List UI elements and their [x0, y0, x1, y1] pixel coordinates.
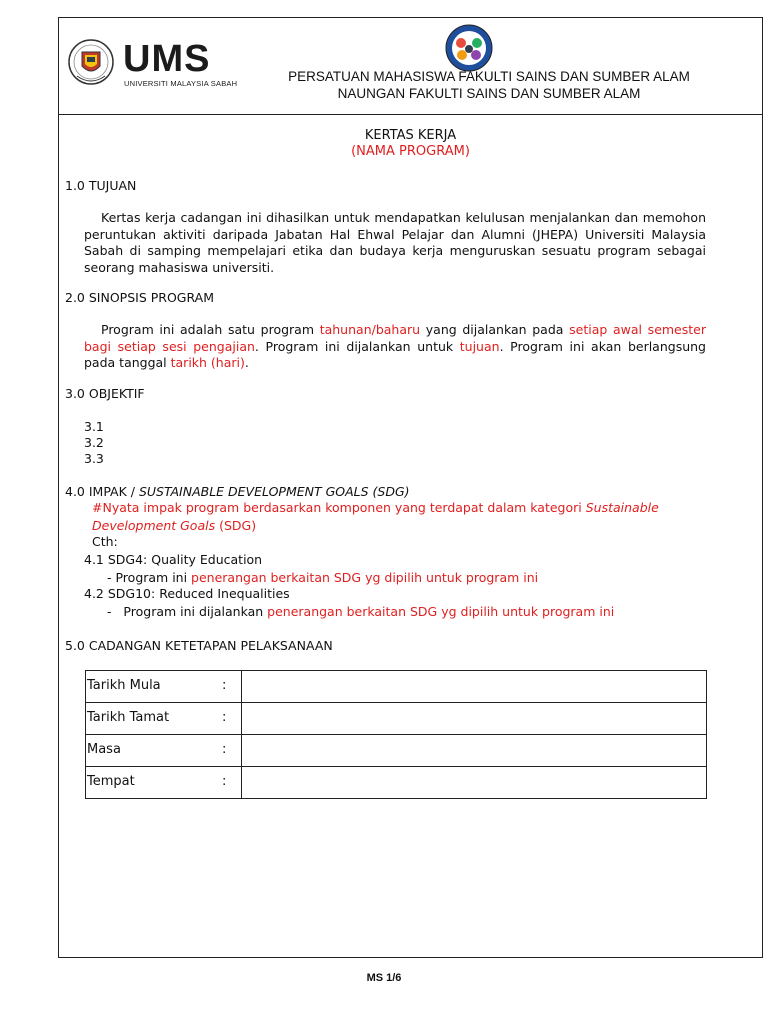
row-value-cell[interactable]	[242, 671, 707, 703]
table-row	[86, 671, 707, 703]
section-2-heading: 2.0 SINOPSIS PROGRAM	[65, 290, 214, 305]
ums-logo	[67, 38, 238, 92]
header-title-line2: NAUNGAN FAKULTI SAINS DAN SUMBER ALAM	[337, 86, 641, 101]
ums-wordmark-subtitle: UNIVERSITI MALAYSIA SABAH	[124, 79, 238, 88]
implementation-table	[85, 670, 707, 799]
page-number: MS 1/6	[366, 972, 402, 984]
row-colon: :	[222, 742, 227, 757]
table-row	[86, 767, 707, 799]
document-page	[58, 17, 763, 958]
sdg-item-title: 4.2 SDG10: Reduced Inequalities	[84, 586, 290, 601]
row-value-cell[interactable]	[242, 735, 707, 767]
sdg-item-description: - Program ini penerangan berkaitan SDG yg dipilih untuk program ini	[107, 570, 539, 585]
row-colon: :	[222, 774, 227, 789]
section-5-heading: 5.0 CADANGAN KETETAPAN PELAKSANAAN	[65, 638, 333, 653]
section-4-heading: 4.0 IMPAK / SUSTAINABLE DEVELOPMENT GOALS (SDG)	[65, 484, 410, 499]
ums-crest-icon	[67, 38, 115, 90]
row-label-cell	[86, 703, 242, 735]
table-row	[86, 703, 707, 735]
row-label-cell	[86, 735, 242, 767]
row-label-cell	[86, 671, 242, 703]
row-label-cell	[86, 767, 242, 799]
table-row	[86, 735, 707, 767]
page-header	[59, 18, 762, 115]
section-1-heading: 1.0 TUJUAN	[65, 178, 137, 193]
row-label: Tempat	[87, 774, 135, 789]
objective-item: 3.2	[84, 435, 104, 450]
row-label: Masa	[87, 742, 121, 757]
sdg-note: #Nyata impak program berdasarkan komponen yang terdapat dalam kategori Sustainable Development Goals (SDG)	[92, 500, 659, 533]
section-1-paragraph: Kertas kerja cadangan ini dihasilkan untuk mendapatkan kelulusan menjalankan dan memohon peruntukan aktiviti daripada Jabatan Hal Ehwal Pelajar dan Alumni (JHEPA) Universiti Malaysia Sabah di samping mempelajari etika dan budaya kerja menguruskan sesuatu program sebagai seorang mahasiswa universiti.	[84, 210, 706, 275]
doc-subtitle: (NAMA PROGRAM)	[351, 144, 470, 159]
row-label: Tarikh Tamat	[87, 710, 170, 725]
objective-item: 3.3	[84, 451, 104, 466]
row-value-cell[interactable]	[242, 703, 707, 735]
ums-wordmark: UMS	[123, 38, 211, 80]
row-label: Tarikh Mula	[87, 678, 161, 693]
fsa-society-logo-icon	[444, 23, 494, 73]
row-colon: :	[222, 710, 227, 725]
header-title-line1: PERSATUAN MAHASISWA FAKULTI SAINS DAN SUMBER ALAM	[288, 69, 690, 84]
doc-title: KERTAS KERJA	[364, 128, 457, 143]
example-label: Cth:	[92, 534, 118, 549]
sdg-item-description: - Program ini dijalankan penerangan berkaitan SDG yg dipilih untuk program ini	[107, 604, 615, 619]
section-2-paragraph: Program ini adalah satu program tahunan/baharu yang dijalankan pada setiap awal semester bagi setiap sesi pengajian. Program ini dijalankan untuk tujuan. Program ini akan berlangsung pada tanggal tarikh (hari).	[84, 322, 706, 370]
sdg-item-title: 4.1 SDG4: Quality Education	[84, 552, 263, 567]
row-colon: :	[222, 678, 227, 693]
objective-item: 3.1	[84, 419, 104, 434]
section-3-heading: 3.0 OBJEKTIF	[65, 386, 145, 401]
row-value-cell[interactable]	[242, 767, 707, 799]
